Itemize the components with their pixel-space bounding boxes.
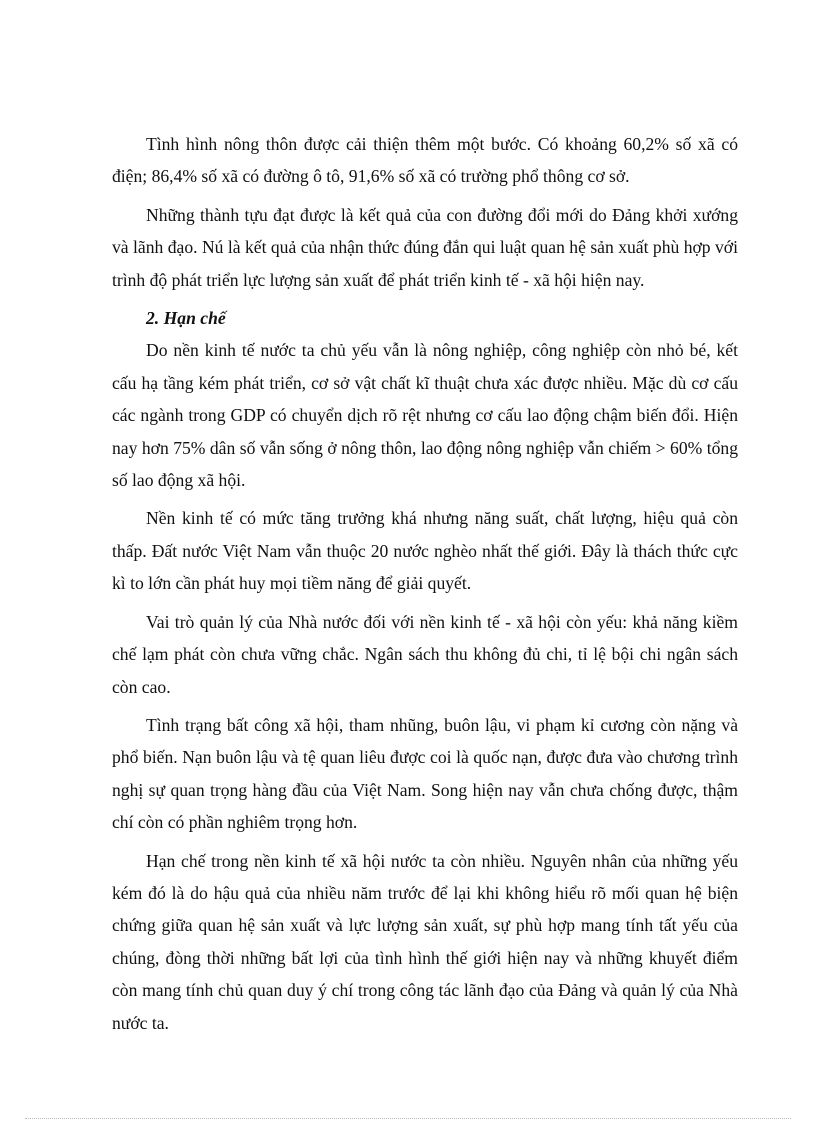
paragraph-social-injustice: Tình trạng bất công xã hội, tham nhũng, buôn lậu, vi phạm kỉ cương còn nặng và phổ biến. Nạn buôn lậu và tệ quan liêu được coi là quốc nạn, được đưa vào chương trình nghị sự quan trọng hàng đầu của Việt Nam. Song hiện nay vẫn chưa chống được, thậm chí còn có phần nghiêm trọng hơn. bbox=[112, 714, 738, 833]
paragraph-agriculture: Do nền kinh tế nước ta chủ yếu vẫn là nông nghiệp, công nghiệp còn nhỏ bé, kết cấu hạ tầng kém phát triển, cơ sở vật chất kĩ thuật chưa xác được nhiều. Mặc dù cơ cấu các ngành trong GDP có chuyển dịch rõ rệt nhưng cơ cấu lao động chậm biến đổi. Hiện nay hơn 75% dân số vẫn sống ở nông thôn, lao động nông nghiệp vẫn chiếm > 60% tổng số lao động xã hội. bbox=[112, 340, 738, 491]
paragraph-growth: Nền kinh tế có mức tăng trưởng khá nhưng năng suất, chất lượng, hiệu quả còn thấp. Đất nước Việt Nam vẫn thuộc 20 nước nghèo nhất thế giới. Đây là thách thức cực kì to lớn cần phát huy mọi tiềm năng để giải quyết. bbox=[112, 508, 738, 594]
document-body bbox=[112, 128, 738, 1045]
section-heading: 2. Hạn chế bbox=[146, 308, 226, 329]
paragraph-causes: Hạn chế trong nền kinh tế xã hội nước ta còn nhiều. Nguyên nhân của những yếu kém đó là do hậu quả của nhiều năm trước để lại khi không hiểu rõ mối quan hệ biện chứng giữa quan hệ sản xuất và lực lượng sản xuất, sự phù hợp mang tính tất yếu của chúng, đòng thời những bất lợi của tình hình thế giới hiện nay và những khuyết điểm còn mang tính chủ quan duy ý chí trong công tác lãnh đạo của Đảng và quản lý của Nhà nước ta. bbox=[112, 850, 738, 1033]
page-bottom-divider bbox=[25, 1118, 791, 1119]
paragraph-rural-improvement: Tình hình nông thôn được cải thiện thêm một bước. Có khoảng 60,2% số xã có điện; 86,4% số xã có đường ô tô, 91,6% số xã có trường phổ thông cơ sở. bbox=[112, 134, 738, 187]
paragraph-state-role: Vai trò quản lý của Nhà nước đối với nền kinh tế - xã hội còn yếu: khả năng kiềm chế lạm phát còn chưa vững chắc. Ngân sách thu không đủ chi, tỉ lệ bội chi ngân sách còn cao. bbox=[112, 611, 738, 697]
paragraph-achievements: Những thành tựu đạt được là kết quả của con đường đổi mới do Đảng khởi xướng và lãnh đạo. Nú là kết quả của nhận thức đúng đắn qui luật quan hệ sản xuất phù hợp với trình độ phát triển lực lượng sản xuất để phát triển kinh tế - xã hội hiện nay. bbox=[112, 204, 738, 290]
